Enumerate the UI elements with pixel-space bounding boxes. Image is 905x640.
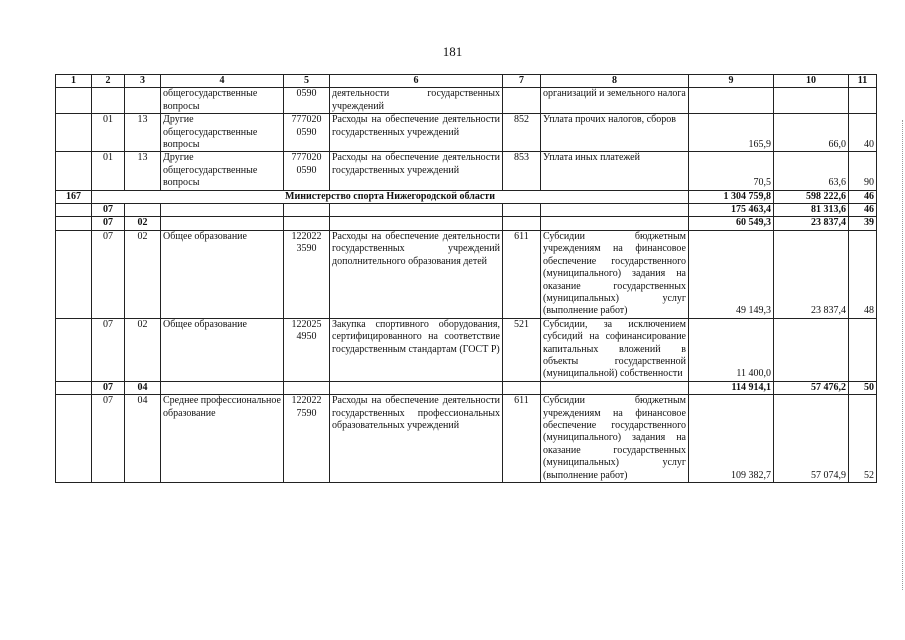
cell-section: 07 xyxy=(92,395,125,483)
header-cell: 3 xyxy=(125,75,161,88)
cell-target-code: 122022 3590 xyxy=(284,230,330,318)
cell-ministry-name: Министерство спорта Нижегородской области xyxy=(92,190,689,203)
cell-expense-name: Закупка спортивного оборудования, сертифицированного на соответствие государственным стандартам (ГОСТ Р) xyxy=(330,318,503,381)
cell-section: 07 xyxy=(92,204,125,217)
cell-plan: 109 382,7 xyxy=(689,395,774,483)
section-total-row xyxy=(56,204,877,217)
cell xyxy=(56,318,92,381)
cell-type-name: Субсидии бюджетным учреждениям на финансовое обеспечение государственного (муниципального) задания на оказание государственных (муниципальных) услуг (выполнение работ) xyxy=(541,395,689,483)
cell-section-name: Среднее профессиональное образование xyxy=(161,395,284,483)
cell xyxy=(161,381,284,394)
table-row xyxy=(56,318,877,381)
header-cell: 7 xyxy=(503,75,541,88)
cell-ministry-code: 167 xyxy=(56,190,92,203)
cell-type-name: организаций и земельного налога xyxy=(541,88,689,114)
cell-type-code: 852 xyxy=(503,114,541,152)
cell xyxy=(503,204,541,217)
cell-percent: 90 xyxy=(849,152,877,190)
cell-section xyxy=(92,88,125,114)
cell-plan: 11 400,0 xyxy=(689,318,774,381)
cell xyxy=(541,381,689,394)
cell xyxy=(125,204,161,217)
cell-percent: 48 xyxy=(849,230,877,318)
budget-table xyxy=(55,74,877,483)
cell-target-code: 777020 0590 xyxy=(284,114,330,152)
cell-plan: 70,5 xyxy=(689,152,774,190)
cell-section-name: Другие общегосударственные вопросы xyxy=(161,152,284,190)
cell-expense-name: Расходы на обеспечение деятельности государственных учреждений xyxy=(330,152,503,190)
cell-target-code: 0590 xyxy=(284,88,330,114)
cell-plan: 165,9 xyxy=(689,114,774,152)
cell xyxy=(56,381,92,394)
cell-actual: 63,6 xyxy=(774,152,849,190)
cell xyxy=(330,217,503,230)
cell-expense-name: Расходы на обеспечение деятельности государственных учреждений дополнительного образования детей xyxy=(330,230,503,318)
cell xyxy=(541,217,689,230)
cell-type-code xyxy=(503,88,541,114)
cell-plan xyxy=(689,88,774,114)
cell xyxy=(284,217,330,230)
cell-type-code: 611 xyxy=(503,230,541,318)
cell-plan: 114 914,1 xyxy=(689,381,774,394)
header-cell: 9 xyxy=(689,75,774,88)
cell-actual: 81 313,6 xyxy=(774,204,849,217)
cell-actual: 23 837,4 xyxy=(774,230,849,318)
cell xyxy=(56,114,92,152)
cell-type-code: 611 xyxy=(503,395,541,483)
cell-section: 07 xyxy=(92,318,125,381)
table-row xyxy=(56,88,877,114)
table-row xyxy=(56,230,877,318)
cell xyxy=(56,230,92,318)
cell xyxy=(56,152,92,190)
cell xyxy=(161,217,284,230)
cell-expense-name: Расходы на обеспечение деятельности государственных профессиональных образовательных учреждений xyxy=(330,395,503,483)
cell-type-code: 521 xyxy=(503,318,541,381)
cell-section: 07 xyxy=(92,217,125,230)
header-cell: 5 xyxy=(284,75,330,88)
cell xyxy=(284,204,330,217)
cell-actual: 598 222,6 xyxy=(774,190,849,203)
cell xyxy=(56,217,92,230)
cell-section-name: Другие общегосударственные вопросы xyxy=(161,114,284,152)
cell-subsection: 02 xyxy=(125,318,161,381)
cell-section: 07 xyxy=(92,381,125,394)
cell-target-code: 777020 0590 xyxy=(284,152,330,190)
cell xyxy=(56,395,92,483)
subsection-total-row xyxy=(56,381,877,394)
cell-type-name: Уплата иных платежей xyxy=(541,152,689,190)
cell xyxy=(330,204,503,217)
header-cell: 4 xyxy=(161,75,284,88)
cell-type-name: Субсидии бюджетным учреждениям на финансовое обеспечение государственного (муниципального) задания на оказание государственных (муниципальных) услуг (выполнение работ) xyxy=(541,230,689,318)
cell-percent: 50 xyxy=(849,381,877,394)
cell-plan: 49 149,3 xyxy=(689,230,774,318)
cell-percent: 46 xyxy=(849,190,877,203)
cell-percent: 46 xyxy=(849,204,877,217)
cell-subsection: 04 xyxy=(125,395,161,483)
table-header-row xyxy=(56,75,877,88)
cell-type-code: 853 xyxy=(503,152,541,190)
cell-type-name: Субсидии, за исключением субсидий на софинансирование капитальных вложений в объекты государственной (муниципальной) собственности xyxy=(541,318,689,381)
cell-subsection: 13 xyxy=(125,152,161,190)
cell-type-name: Уплата прочих налогов, сборов xyxy=(541,114,689,152)
cell-actual: 57 074,9 xyxy=(774,395,849,483)
cell-percent xyxy=(849,88,877,114)
cell-percent xyxy=(849,318,877,381)
cell xyxy=(541,204,689,217)
page-number: 181 xyxy=(442,44,463,59)
cell xyxy=(330,381,503,394)
cell-expense-name: деятельности государственных учреждений xyxy=(330,88,503,114)
cell-plan: 1 304 759,8 xyxy=(689,190,774,203)
cell-percent: 52 xyxy=(849,395,877,483)
cell-section: 01 xyxy=(92,152,125,190)
cell-actual xyxy=(774,318,849,381)
table-row xyxy=(56,114,877,152)
cell-section-name: Общее образование xyxy=(161,318,284,381)
cell-actual xyxy=(774,88,849,114)
header-cell: 8 xyxy=(541,75,689,88)
cell xyxy=(161,204,284,217)
header-cell: 2 xyxy=(92,75,125,88)
cell-plan: 60 549,3 xyxy=(689,217,774,230)
cell-subsection: 04 xyxy=(125,381,161,394)
cell-target-code: 122025 4950 xyxy=(284,318,330,381)
cell-subsection xyxy=(125,88,161,114)
cell-section: 07 xyxy=(92,230,125,318)
cell-actual: 23 837,4 xyxy=(774,217,849,230)
cell xyxy=(56,204,92,217)
cell-actual: 66,0 xyxy=(774,114,849,152)
cell-subsection: 02 xyxy=(125,217,161,230)
table-row xyxy=(56,152,877,190)
header-cell: 6 xyxy=(330,75,503,88)
cell-target-code: 122022 7590 xyxy=(284,395,330,483)
cell xyxy=(503,217,541,230)
cell-expense-name: Расходы на обеспечение деятельности государственных учреждений xyxy=(330,114,503,152)
header-cell: 11 xyxy=(849,75,877,88)
cell-section: 01 xyxy=(92,114,125,152)
cell-subsection: 13 xyxy=(125,114,161,152)
cell-percent: 40 xyxy=(849,114,877,152)
ministry-row xyxy=(56,190,877,203)
cell xyxy=(56,88,92,114)
cell-actual: 57 476,2 xyxy=(774,381,849,394)
cell xyxy=(503,381,541,394)
header-cell: 10 xyxy=(774,75,849,88)
cell-section-name: общегосударственные вопросы xyxy=(161,88,284,114)
subsection-total-row xyxy=(56,217,877,230)
cell-subsection: 02 xyxy=(125,230,161,318)
table-row xyxy=(56,395,877,483)
cell-section-name: Общее образование xyxy=(161,230,284,318)
header-cell: 1 xyxy=(56,75,92,88)
cell xyxy=(284,381,330,394)
cell-plan: 175 463,4 xyxy=(689,204,774,217)
cell-percent: 39 xyxy=(849,217,877,230)
